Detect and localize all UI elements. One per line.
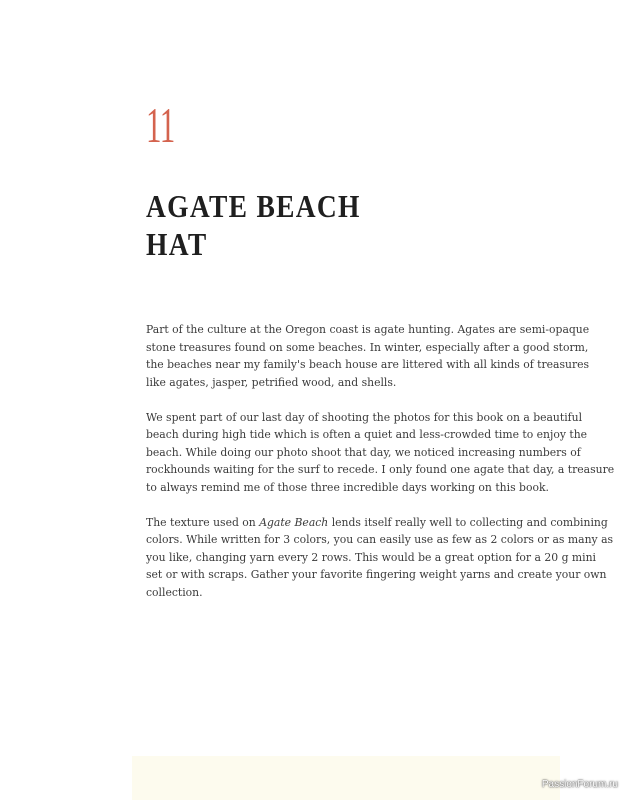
title-line-1: AGATE BEACH: [146, 188, 361, 224]
pattern-name-italic: Agate Beach: [259, 515, 329, 529]
watermark: PassionForum.ru: [541, 779, 618, 790]
pattern-title: [146, 187, 361, 263]
title-line-2: HAT: [146, 226, 208, 262]
paragraph-1: Part of the culture at the Oregon coast is agate hunting. Agates are semi-opaque stone treasures found on some beaches. In winter, especially after a good storm, the beaches near my family's beach house are littered with all kinds of treasures like agates, jasper, petrified wood, and shells.: [146, 323, 590, 389]
intro-text: [146, 321, 615, 619]
paragraph-3: The texture used on Agate Beach lends itself really well to collecting and combining colors. While written for 3 colors, you can easily use as few as 2 colors or as many as you like, changing yarn every 2 rows. This would be a great option for a 20 g mini set or with scraps. Gather your favorite fingering weight yarns and create your own collection.: [146, 515, 614, 599]
paragraph-2: We spent part of our last day of shooting the photos for this book on a beautiful beach during high tide which is often a quiet and less-crowded time to enjoy the beach. While doing our photo shoot that day, we noticed increasing numbers of rockhounds waiting for the surf to recede. I only found one agate that day, a treasure to always remind me of those three incredible days working on this book.: [146, 410, 615, 494]
footer-band: [132, 756, 560, 800]
chapter-number: 11: [146, 97, 175, 153]
